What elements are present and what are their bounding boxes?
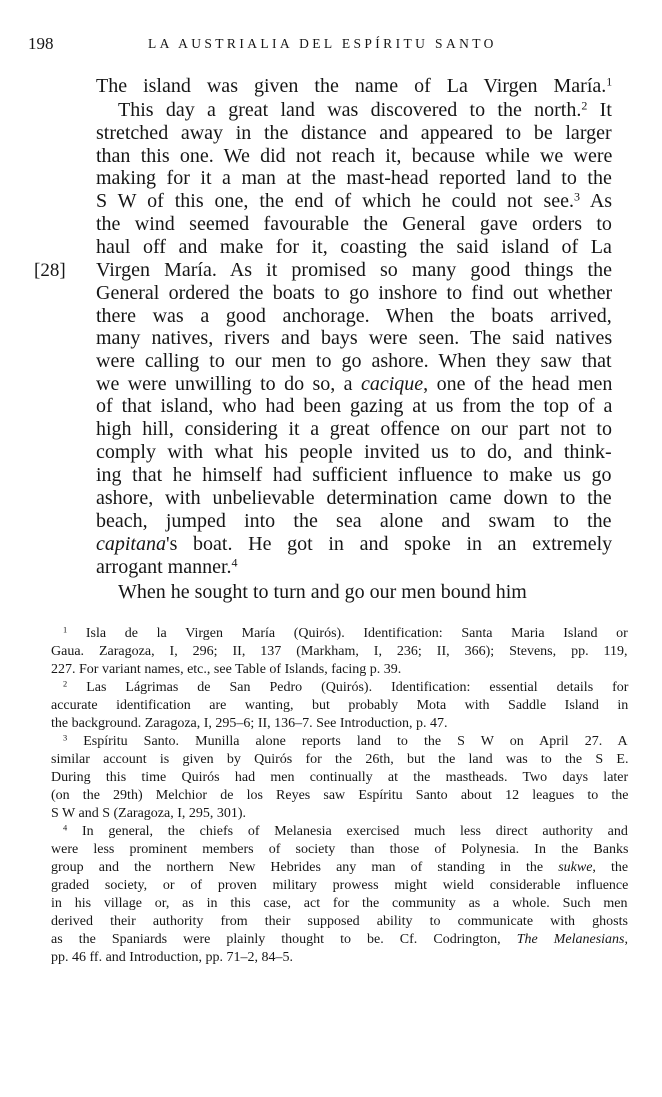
text-run: the background. Zaragoza, I, 295–6; II, 136–7. See Introduction, p. 47. <box>51 716 448 731</box>
text-run: ashore, with unbelievable determination came down to the <box>96 487 612 509</box>
body-line <box>96 487 612 509</box>
body-line <box>96 122 612 144</box>
footnote-line <box>51 661 401 679</box>
text-run: beach, jumped into the sea alone and swam to the <box>96 510 612 532</box>
italic-term: cacique <box>360 373 424 395</box>
text-run: stretched away in the distance and appeared to be larger <box>96 122 612 144</box>
text-run: arrogant manner. <box>96 556 232 578</box>
footnote-line <box>51 841 628 859</box>
text-run: During this time Quirós had men continually at the mastheads. Two days later <box>51 770 629 785</box>
text-run: As <box>580 190 613 212</box>
footnote-line <box>51 877 628 895</box>
page-number: 198 <box>28 34 54 53</box>
running-head: LA AUSTRIALIA DEL ESPÍRITU SANTO <box>148 36 497 51</box>
text-run: of that island, who had been gazing at us from the top of a <box>96 395 613 417</box>
margin-page-reference: [28] <box>34 260 66 281</box>
body-line <box>96 167 612 189</box>
text-run: This day a great land was discovered to the north. <box>118 99 582 121</box>
body-line <box>96 441 612 463</box>
text-run: comply with what his people invited us to do, and think- <box>96 441 612 463</box>
text-run: as the Spaniards were plainly thought to be. Cf. Codrington, <box>51 932 517 947</box>
text-run: General ordered the boats to go inshore to find out whether <box>96 282 613 304</box>
footnote-line <box>51 913 628 931</box>
footnote-line <box>51 643 628 661</box>
text-run: making for it a man at the mast-head reported land to the <box>96 167 612 189</box>
italic-term: The Melanesians <box>516 932 625 947</box>
body-line <box>96 395 612 417</box>
footnote-line <box>51 787 628 805</box>
text-run: there was a good anchorage. When the boats arrived, <box>96 305 612 327</box>
text-run: derived their authority from their supposed ability to communicate with ghosts <box>51 914 628 929</box>
footnote-line <box>63 625 628 643</box>
body-line <box>96 327 612 349</box>
footnote-number: 4 <box>63 823 68 833</box>
body-line <box>96 556 238 578</box>
footnote-line <box>63 823 628 841</box>
body-line <box>96 213 612 235</box>
text-run: It <box>587 99 612 121</box>
text-run: Virgen María. As it promised so many good things the <box>96 259 612 281</box>
text-run: we were unwilling to do so, a <box>96 373 361 395</box>
text-run: high hill, considering it a great offence on our part not to <box>96 418 612 440</box>
body-line <box>96 373 612 395</box>
body-line <box>96 145 612 167</box>
text-run: S W and S (Zaragoza, I, 295, 301). <box>51 806 247 821</box>
text-run: Espíritu Santo. Munilla alone reports land to the S W on April 27. A <box>67 734 628 749</box>
footnote-number: 3 <box>63 733 68 743</box>
text-run: , one of the head men <box>423 373 613 395</box>
text-run: haul off and make for it, coasting the said island of La <box>96 236 612 258</box>
text-run: The island was given the name of La Virgen María. <box>96 75 607 97</box>
text-run: , <box>624 932 628 947</box>
footnote-reference: 1 <box>606 74 613 89</box>
body-line <box>96 75 612 97</box>
text-run: graded society, or of proven military prowess might wield considerable influence <box>51 878 629 893</box>
body-line <box>118 581 527 603</box>
italic-term: capitana <box>96 533 166 555</box>
text-run: Las Lágrimas de San Pedro (Quirós). Identification: essential details for <box>67 680 629 695</box>
body-line <box>96 236 612 258</box>
body-line <box>96 533 612 555</box>
footnote-line <box>51 859 628 877</box>
footnote-reference: 2 <box>581 98 588 113</box>
text-run: the wind seemed favourable the General gave orders to <box>96 213 612 235</box>
footnote-reference: 4 <box>231 555 238 570</box>
text-run: ing that he himself had sufficient influence to make us go <box>96 464 612 486</box>
body-line <box>118 99 612 121</box>
body-line <box>96 418 612 440</box>
text-run: In general, the chiefs of Melanesia exercised much less direct authority and <box>67 824 628 839</box>
text-run: group and the northern New Hebrides any man of standing in the <box>51 860 559 875</box>
footnote-line <box>51 805 246 823</box>
text-run: in his village or, as in this case, act for the community as a whole. Such men <box>51 896 628 911</box>
footnote-number: 2 <box>63 679 68 689</box>
text-run: , the <box>592 860 629 875</box>
footnote-line <box>51 949 293 967</box>
italic-term: sukwe <box>558 860 593 875</box>
body-line <box>96 464 612 486</box>
footnote-line <box>51 769 628 787</box>
text-run: When he sought to turn and go our men bound him <box>118 581 527 603</box>
footnote-line <box>63 733 628 751</box>
text-run: similar account is given by Quirós for the 26th, but the land was to the S E. <box>51 752 629 767</box>
text-run: were less prominent members of society than those of Polynesia. In the Banks <box>51 842 629 857</box>
text-run: 's boat. He got in and spoke in an extremely <box>166 533 613 555</box>
text-run: were calling to our men to go ashore. When they saw that <box>96 350 612 372</box>
body-line <box>96 350 612 372</box>
footnote-line <box>51 895 628 913</box>
body-line <box>96 305 612 327</box>
text-run: S W of this one, the end of which he could not see. <box>96 190 575 212</box>
footnote-line <box>63 679 628 697</box>
text-run: Isla de la Virgen María (Quirós). Identification: Santa Maria Island or <box>67 626 628 641</box>
text-run: than this one. We did not reach it, because while we were <box>96 145 613 167</box>
body-line <box>96 510 612 532</box>
text-run: accurate identification are wanting, but probably Mota with Saddle Island in <box>51 698 629 713</box>
text-run: many natives, rivers and bays were seen. The said natives <box>96 327 613 349</box>
text-run: (on the 29th) Melchior de los Reyes saw Espíritu Santo about 12 leagues to the <box>51 788 629 803</box>
body-line <box>96 282 612 304</box>
footnote-reference: 3 <box>574 189 581 204</box>
body-line <box>96 259 612 281</box>
footnote-line <box>51 715 448 733</box>
footnote-number: 1 <box>63 625 68 635</box>
body-line <box>96 190 612 212</box>
text-run: 227. For variant names, etc., see Table of Islands, facing p. 39. <box>51 662 402 677</box>
footnote-line <box>51 931 628 949</box>
text-run: Gaua. Zaragoza, I, 296; II, 137 (Markham, I, 236; II, 366); Stevens, pp. 119, <box>51 644 628 659</box>
text-run: pp. 46 ff. and Introduction, pp. 71–2, 84–5. <box>51 950 293 965</box>
footnote-line <box>51 751 628 769</box>
footnote-line <box>51 697 628 715</box>
